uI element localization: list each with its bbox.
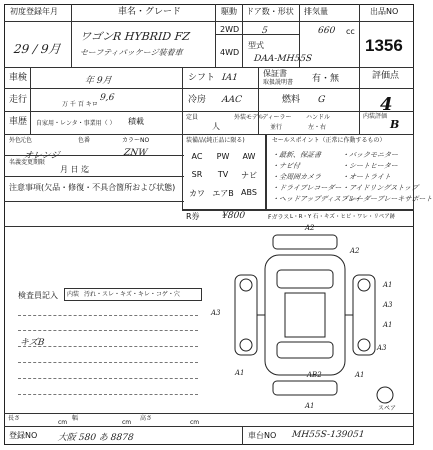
car-damage-diagram	[205, 225, 415, 410]
damage-mark: A1	[383, 281, 393, 289]
score-value: 4	[380, 94, 393, 115]
dealer-value: 並行	[270, 124, 283, 131]
lot-number: 1356	[365, 36, 403, 55]
doors-value: 5	[261, 26, 269, 36]
interior-condition-marks: 汚れ・スレ・キズ・キレ・コゲ・穴	[84, 291, 180, 298]
rule	[71, 4, 72, 67]
color-value: オレンジ	[23, 151, 60, 161]
sales-points-title: セールスポイント（正常に作動するもの）	[272, 137, 386, 144]
equipment-item: PW	[216, 152, 230, 161]
rule	[258, 67, 259, 134]
dealer-label: ディーラー	[262, 114, 292, 121]
equipment-item: ABS	[241, 188, 257, 197]
color-no-label: 色番	[78, 137, 91, 144]
drive-2wd: 2WD	[220, 25, 240, 34]
inspection-value: 年 9月	[84, 76, 112, 86]
lot-label: 出品NO	[370, 7, 399, 16]
equipment-item: TV	[217, 170, 229, 179]
inspector-note: キズB	[19, 338, 45, 348]
displacement-unit: cc	[346, 27, 355, 36]
sales-point-item: ・ドライブレコーダー	[271, 184, 342, 192]
sales-point-item: ・ヘッドアップディスプレイ	[271, 195, 362, 203]
rule	[182, 210, 414, 211]
damage-mark: A1	[235, 369, 245, 377]
first-reg-label: 初度登録年月	[10, 7, 58, 16]
spare-tire-label: スペア	[378, 405, 397, 412]
damage-mark: A3	[377, 344, 387, 352]
height-label: 高さ	[140, 415, 153, 422]
sales-point-item: ・レーダーブレーキサポート	[341, 195, 433, 203]
rule	[4, 176, 184, 177]
model-value-line2: セーフティパッケージ装着車	[79, 48, 183, 57]
windshield-label: Fガラス	[268, 214, 290, 221]
equipment-item: ナビ	[241, 171, 257, 180]
score-label: 評価点	[372, 71, 400, 81]
equipment-item: AW	[242, 152, 256, 161]
shape-label: 外装モデル	[234, 114, 264, 121]
chassis-value: MH55S-139051	[291, 430, 365, 440]
color-code-value: ZNW	[123, 148, 148, 158]
doors-label: ドア数・形状	[246, 7, 294, 16]
mileage-label: 走行	[9, 95, 28, 105]
capacity-value: 人	[212, 122, 220, 131]
displacement-value: 660	[317, 26, 336, 36]
damage-mark: A2	[305, 224, 315, 232]
rule	[4, 413, 414, 414]
rule	[4, 88, 414, 89]
width-unit: cm	[122, 419, 132, 426]
sales-point-item: ・バックモニター	[341, 151, 399, 159]
rule	[4, 111, 414, 112]
model-code-value: DAA-MH55S	[253, 54, 313, 64]
warranty-value: 有・無	[312, 74, 340, 84]
rule	[4, 201, 184, 202]
damage-mark: A3	[211, 309, 221, 317]
warranty-sub: 取扱説明書	[263, 79, 294, 86]
rule	[242, 426, 243, 445]
note-line	[18, 330, 198, 331]
equipment-item: AC	[191, 152, 203, 161]
equipment-title: 装備品(純正品に限る)	[186, 137, 245, 144]
drive-label: 駆動	[221, 7, 237, 16]
damage-mark: A1	[355, 371, 365, 379]
rule	[182, 67, 183, 134]
note-line	[18, 394, 198, 395]
handle-value: 左・右	[308, 124, 327, 131]
equipment-item: カワ	[189, 189, 205, 198]
fuel-label: 燃料	[282, 95, 301, 105]
windshield-marks: L・R・Y 石・キズ・ヒビ・ワレ・リペア跡	[290, 214, 396, 220]
r-ticket-label: R券	[186, 212, 200, 221]
rule	[4, 21, 414, 22]
inspection-label: 車検	[9, 73, 28, 83]
rule	[359, 67, 360, 134]
usage-label: 車歴	[9, 117, 28, 127]
usage-value: 自家用・レンタ・事業用（ ）	[36, 120, 116, 127]
mileage-units: 万 千 百 キロ	[62, 101, 98, 108]
ac-label: 冷房	[188, 95, 207, 105]
damage-mark: AB2	[307, 371, 322, 379]
r-ticket-value: ¥800	[221, 211, 246, 221]
sales-point-item: ・全周囲カメラ	[271, 173, 322, 181]
equipment-item: エアB	[212, 189, 234, 198]
rule	[242, 4, 243, 67]
rule	[4, 67, 414, 68]
damage-mark: A2	[350, 247, 360, 255]
sales-point-item: ・アイドリングストップ	[341, 184, 419, 192]
rule	[215, 34, 299, 35]
model-code-label: 型式	[248, 41, 264, 50]
interior-condition-label: 内装	[67, 291, 80, 298]
color-outer-label: 外色	[9, 137, 22, 144]
width-label: 幅	[72, 415, 79, 422]
inspector-title: 検査員記入	[18, 291, 58, 300]
equipment-item: SR	[191, 170, 203, 179]
history-value: 月 日 迄	[60, 165, 90, 174]
length-unit: cm	[58, 419, 68, 426]
length-label: 長さ	[8, 415, 21, 422]
interior-score-value: B	[390, 118, 400, 131]
damage-mark: A1	[383, 321, 393, 329]
registration-label: 登録NO	[9, 431, 38, 440]
rule	[359, 4, 360, 67]
registration-value: 大阪 580 あ 8878	[57, 433, 135, 443]
color-code-label: カラーNO	[122, 137, 150, 144]
sales-point-item: ・ナビ付	[271, 162, 301, 170]
note-line	[18, 346, 198, 347]
load-label: 積載	[128, 117, 144, 126]
height-unit: cm	[190, 419, 200, 426]
history-label: 名義変更期限	[9, 159, 46, 166]
shift-value: IA1	[221, 73, 239, 83]
interior-score-label: 内装評価	[363, 113, 388, 120]
color-original-label: 元色	[20, 137, 33, 144]
sales-point-item: ・シートヒーター	[341, 162, 399, 170]
note-line	[18, 362, 198, 363]
note-line	[18, 315, 198, 316]
chassis-label: 車台NO	[248, 431, 277, 440]
notes-title: 注意事項(欠品・修復・不具合箇所および状態)	[9, 183, 176, 192]
rule	[215, 4, 216, 67]
warranty-label: 保証書	[263, 69, 287, 78]
ac-value: AAC	[221, 95, 243, 105]
note-line	[18, 378, 198, 379]
drive-4wd: 4WD	[220, 48, 240, 57]
damage-mark: A1	[305, 402, 315, 410]
displacement-label: 排気量	[304, 7, 328, 16]
handle-label: ハンドル	[306, 114, 331, 121]
model-label: 車名・グレード	[118, 7, 182, 17]
first-reg-value: 29 / 9月	[13, 42, 62, 56]
sales-point-item: ・最新、保証書	[271, 151, 322, 159]
capacity-label: 定員	[186, 114, 199, 121]
fuel-value: G	[317, 95, 326, 105]
rule	[4, 426, 414, 427]
sales-point-item: ・オートライト	[341, 173, 392, 181]
mileage-value: 9,6	[99, 93, 115, 103]
damage-mark: A3	[383, 301, 393, 309]
model-value: ワゴンR HYBRID FZ	[79, 30, 191, 43]
rule	[30, 67, 31, 134]
shift-label: シフト	[188, 73, 216, 83]
